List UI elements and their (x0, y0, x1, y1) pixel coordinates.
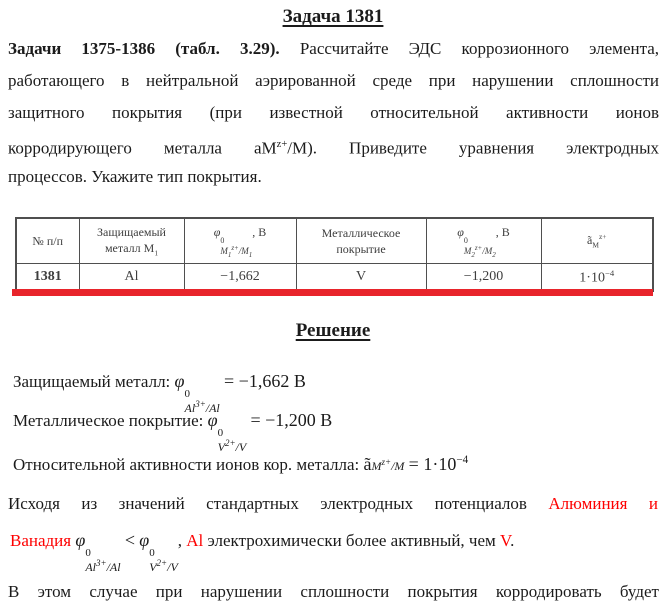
solution-heading-text: Решение (295, 320, 371, 341)
phi2-unit: , В (495, 224, 510, 239)
conclusion-phiB-scripts: 0 $V^{2+}/V$ (149, 547, 178, 574)
row-number-cell: 1381 (16, 264, 79, 292)
intro-line4-pre: корродирующего металла аМ (8, 138, 277, 158)
phi1-value-cell: −1,662 (184, 264, 296, 292)
table-header-row (16, 218, 653, 264)
conclusion-phiA-symbol: φ (75, 530, 86, 550)
final-truncated-line (8, 575, 659, 609)
phi2-scripts: 0 $М_2^{z+}/М_2$ (463, 235, 496, 259)
formula1-scripts: 0 $Al^{3+}/Al$ (184, 388, 220, 415)
header-row-number (16, 218, 79, 264)
formula2-value: = −1,200 В (250, 410, 333, 430)
less-than-sign: < (124, 530, 135, 550)
intro-line-5 (8, 161, 659, 193)
table-data-row (16, 264, 653, 292)
solution-heading (0, 320, 666, 342)
phi1-symbol: φ (213, 224, 221, 239)
header-protected-metal-sub: 1 (154, 248, 159, 258)
problem-title-text: Задача 1381 (282, 6, 384, 27)
intro-line-2 (8, 65, 659, 97)
conclusion-line1-red: Алюминия и (548, 494, 658, 513)
header-coating-line2: покрытие (336, 242, 386, 256)
aluminium-red-text: Al (186, 531, 204, 550)
intro-line4-superscript: z+ (276, 139, 288, 150)
conclusion-line1-black: Исходя из значений стандартных электродных потенциалов (8, 494, 527, 513)
activity-value-cell: $1\cdot 10^{-4}$ (541, 264, 653, 292)
phi1-scripts: 0 $М_1^{z+}/М_1$ (220, 235, 253, 259)
intro-line-3 (8, 97, 659, 129)
formula3-value: = $1\cdot 10^{-4}$ (408, 454, 469, 474)
header-protected-metal-line1: Защищаемый (97, 224, 166, 239)
header-protected-metal (79, 218, 184, 264)
data-table-wrapper (15, 217, 654, 292)
conclusion-line-1 (8, 489, 658, 519)
conclusion-line-2 (10, 520, 658, 573)
conclusion-line2-black: электрохимически более активный, чем (207, 531, 496, 550)
intro-line3-text: защитного покрытия (при известной относительной активности ионов (8, 103, 659, 122)
formula3-scripts: $М^{z+}/М$ (371, 457, 405, 473)
header-row-number-text: № п/п (32, 233, 64, 248)
intro-paragraph (8, 33, 659, 193)
phi1-unit: , В (252, 224, 267, 239)
intro-line-1 (8, 33, 659, 65)
header-coating (296, 218, 426, 264)
formula2-scripts: 0 $V^{2+}/V$ (217, 427, 247, 454)
formula2-phi-symbol: φ (207, 410, 218, 430)
conclusion-phiA-scripts: 0 $Al^{3+}/Al$ (85, 547, 121, 574)
protected-metal-cell: Al (79, 264, 184, 292)
intro-line2-text: работающего в нейтральной аэрированной среде при нарушении сплошности (8, 71, 659, 90)
intro-line4-post: /М). Приведите уравнения электродных (287, 138, 660, 158)
header-protected-metal-line2: металл М (104, 240, 155, 255)
activity-sup: z+ (598, 231, 607, 241)
intro-line5-text: процессов. Укажите тип покрытия. (8, 167, 262, 186)
intro-line1-rest: Рассчитайте ЭДС коррозионного элемента, (299, 39, 660, 58)
vanadium-red-text: Ванадия (10, 531, 72, 550)
formula1-phi-symbol: φ (174, 371, 185, 391)
problem-title (0, 6, 666, 28)
comma: , (177, 531, 183, 550)
activity-symbol: ã (587, 232, 593, 247)
formula1-value: = −1,662 В (224, 371, 306, 391)
header-phi1 (184, 218, 296, 264)
red-divider-line (12, 289, 653, 296)
intro-lead-bold: Задачи 1375-1386 (табл. 3.29). (8, 39, 280, 58)
formula1-label: Защищаемый металл: (13, 372, 171, 391)
phi2-symbol: φ (457, 224, 464, 239)
header-coating-line1: Металлическое (321, 225, 401, 240)
coating-cell: V (296, 264, 426, 292)
header-activity (541, 218, 653, 264)
intro-line-4 (8, 129, 659, 161)
period: . (510, 531, 515, 550)
header-phi2 (426, 218, 541, 264)
data-table (15, 217, 654, 292)
formula3-label: Относительной активности ионов кор. металла: (13, 455, 360, 474)
conclusion-phiB-symbol: φ (139, 530, 150, 550)
vanadium-symbol-red: V (500, 531, 511, 550)
formula2-label: Металлическое покрытие: (13, 411, 204, 430)
final-line-text: В этом случае при нарушении сплошности покрытия корродировать будет (8, 582, 659, 601)
activity-sub: М (592, 240, 599, 250)
formula3-a-symbol: ã (363, 454, 372, 474)
formula-activity (13, 442, 658, 484)
phi2-value-cell: −1,200 (426, 264, 541, 292)
